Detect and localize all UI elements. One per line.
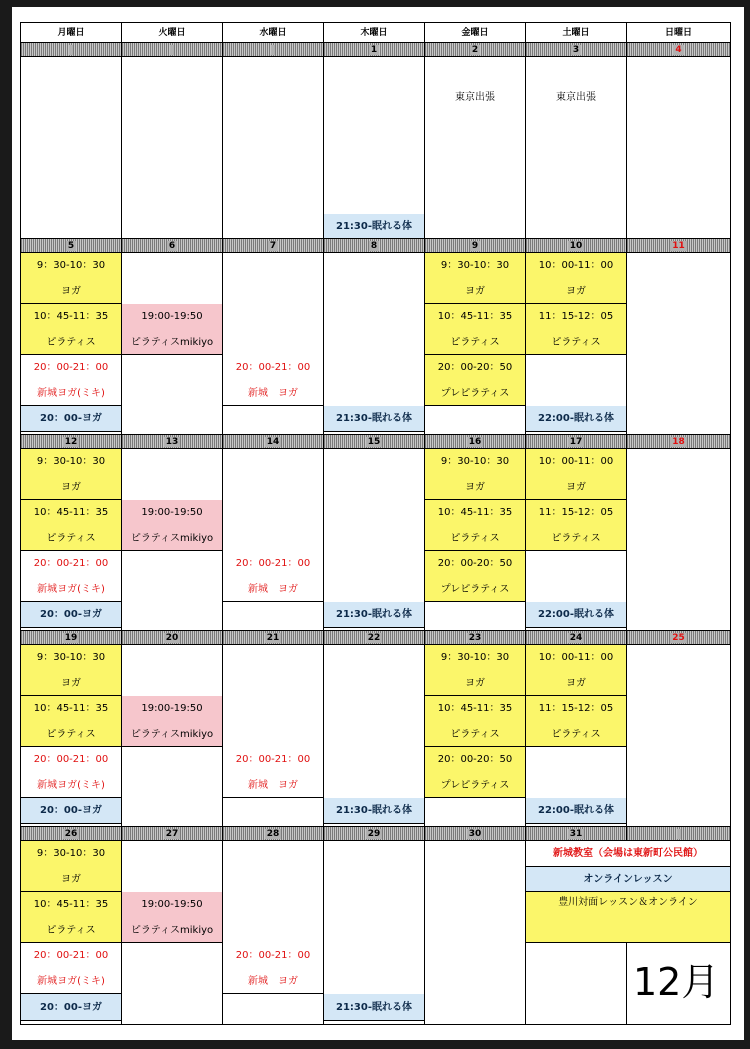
event-block[interactable]: [526, 449, 627, 500]
day-number-bar: [324, 827, 425, 841]
day-number: 15: [367, 437, 381, 447]
event-text: ピラティスmikiyo: [130, 532, 214, 544]
event-block[interactable]: [21, 406, 122, 432]
event-text: 19:00-19:50: [141, 311, 203, 322]
day-cell: [21, 57, 122, 239]
day-number: 10: [569, 241, 583, 251]
event-text: プレピラティス: [440, 583, 510, 595]
weekday-header-thursday: 木曜日: [324, 23, 425, 43]
day-number-bar: [324, 435, 425, 449]
day-number: 19: [64, 633, 78, 643]
day-cell: [324, 57, 425, 239]
day-number: 30: [468, 829, 482, 839]
event-text: ヨガ: [566, 481, 586, 493]
event-text: 20：00-ヨガ: [40, 1002, 102, 1013]
event-block[interactable]: [21, 602, 122, 628]
event-text: 9：30-10：30: [36, 848, 106, 859]
event-block[interactable]: [425, 304, 526, 355]
day-number: 2: [471, 45, 479, 55]
event-text: ピラティス: [46, 336, 96, 348]
event-block[interactable]: [122, 304, 223, 355]
event-text: プレピラティス: [440, 387, 510, 399]
event-block[interactable]: [526, 696, 627, 747]
event-text: ヨガ: [465, 677, 485, 689]
day-number: 29: [367, 829, 381, 839]
event-text: 10：00-11：00: [538, 260, 614, 271]
event-text: 10：45-11：35: [33, 311, 109, 322]
day-number-bar: [425, 827, 526, 841]
event-text: 21:30-眠れる体: [336, 221, 412, 232]
event-text: 20：00-21：00: [235, 362, 311, 373]
event-text: 20：00-21：00: [33, 754, 109, 765]
event-text: 10：45-11：35: [437, 507, 513, 518]
event-block[interactable]: [21, 994, 122, 1021]
event-block[interactable]: [324, 798, 425, 824]
event-text: 10：45-11：35: [33, 703, 109, 714]
event-text: 新城 ヨガ: [248, 583, 298, 595]
day-cell: [627, 449, 731, 631]
day-cell: [223, 253, 324, 435]
event-text: ピラティス: [46, 924, 96, 936]
day-number: 13: [165, 437, 179, 447]
event-block[interactable]: [425, 57, 526, 117]
month-label: 12月: [633, 960, 720, 1004]
event-text: ピラティス: [551, 336, 601, 348]
event-text: ピラティス: [450, 532, 500, 544]
day-number-bar: [223, 435, 324, 449]
event-block[interactable]: [21, 943, 122, 994]
day-number-bar: [425, 239, 526, 253]
event-text: 19:00-19:50: [141, 703, 203, 714]
day-cell: [223, 841, 324, 1025]
event-text: 22:00-眠れる体: [538, 805, 614, 816]
day-number-bar: [627, 43, 731, 57]
event-block[interactable]: [21, 449, 122, 500]
weekday-header-saturday: 土曜日: [526, 23, 627, 43]
event-text: 9：30-10：30: [440, 456, 510, 467]
event-text: 20：00-21：00: [235, 950, 311, 961]
event-block[interactable]: [526, 500, 627, 551]
event-text: 10：45-11：35: [33, 899, 109, 910]
event-text: 21:30-眠れる体: [336, 413, 412, 424]
event-block[interactable]: [223, 551, 324, 602]
event-text: 21:30-眠れる体: [336, 609, 412, 620]
event-text: ヨガ: [61, 677, 81, 689]
event-text: 20：00-20：50: [437, 362, 513, 373]
event-block[interactable]: [526, 798, 627, 824]
event-text: 10：45-11：35: [437, 703, 513, 714]
day-number-bar: [21, 43, 122, 57]
event-text: 新城ヨガ(ミキ): [37, 779, 105, 791]
weekday-header-monday: 月曜日: [21, 23, 122, 43]
event-block[interactable]: [21, 500, 122, 551]
day-number: 22: [367, 633, 381, 643]
day-number: 4: [675, 45, 682, 55]
weekday-header-friday: 金曜日: [425, 23, 526, 43]
day-number: [170, 45, 174, 55]
event-block[interactable]: [21, 747, 122, 798]
event-text: ピラティスmikiyo: [130, 924, 214, 936]
event-text: ピラティス: [551, 728, 601, 740]
day-cell: [425, 841, 526, 1025]
event-text: 11：15-12：05: [538, 311, 614, 322]
event-text: 9：30-10：30: [36, 456, 106, 467]
event-text: 19:00-19:50: [141, 899, 203, 910]
event-block[interactable]: [21, 798, 122, 824]
event-text: 20：00-21：00: [235, 558, 311, 569]
event-text: 新城 ヨガ: [248, 975, 298, 987]
event-text: 新城ヨガ(ミキ): [37, 975, 105, 987]
legend-online-lesson: オンラインレッスン: [526, 867, 731, 892]
event-block[interactable]: [425, 696, 526, 747]
event-text: 20：00-20：50: [437, 558, 513, 569]
weekday-header-wednesday: 水曜日: [223, 23, 324, 43]
day-number: 20: [165, 633, 179, 643]
event-block[interactable]: [122, 500, 223, 551]
day-cell: [223, 449, 324, 631]
day-number-bar: [627, 435, 731, 449]
event-text: 9：30-10：30: [36, 260, 106, 271]
event-text: 新城ヨガ(ミキ): [37, 583, 105, 595]
event-text: ピラティス: [46, 532, 96, 544]
event-text: 10：45-11：35: [437, 311, 513, 322]
event-block[interactable]: [526, 304, 627, 355]
day-number: 14: [266, 437, 280, 447]
event-text: 10：00-11：00: [538, 456, 614, 467]
day-number-bar: [223, 827, 324, 841]
event-text: 東京出張: [556, 92, 596, 103]
day-number-bar: [21, 435, 122, 449]
event-text: 22:00-眠れる体: [538, 609, 614, 620]
event-block[interactable]: [324, 602, 425, 628]
event-text: 20：00-ヨガ: [40, 609, 102, 620]
day-number: 7: [269, 241, 277, 251]
event-text: 22:00-眠れる体: [538, 413, 614, 424]
day-number-bar: [526, 631, 627, 645]
event-text: 20：00-ヨガ: [40, 805, 102, 816]
day-number-bar: [627, 631, 731, 645]
weekday-header-sunday: 日曜日: [627, 23, 731, 43]
event-block[interactable]: [21, 253, 122, 304]
day-number-bar: [627, 239, 731, 253]
day-cell: [627, 645, 731, 827]
day-cell: [223, 57, 324, 239]
day-number: [69, 45, 73, 55]
day-cell: [627, 253, 731, 435]
day-number: 27: [165, 829, 179, 839]
event-text: 11：15-12：05: [538, 507, 614, 518]
event-block[interactable]: [425, 645, 526, 696]
day-number-bar: [21, 631, 122, 645]
event-block[interactable]: [21, 645, 122, 696]
day-number-bar: [21, 239, 122, 253]
day-cell: [122, 57, 223, 239]
day-number: 25: [672, 633, 685, 643]
day-number-bar: [425, 435, 526, 449]
event-block[interactable]: [425, 747, 526, 798]
event-text: 20：00-21：00: [33, 362, 109, 373]
day-number-bar: [122, 827, 223, 841]
day-number-bar: [21, 827, 122, 841]
day-cell: [627, 57, 731, 239]
event-text: 21:30-眠れる体: [336, 805, 412, 816]
day-number-bar: [223, 43, 324, 57]
event-text: 20：00-20：50: [437, 754, 513, 765]
day-number-bar: [627, 827, 731, 841]
day-number-bar: [526, 239, 627, 253]
day-number-bar: [324, 43, 425, 57]
day-number: 17: [569, 437, 583, 447]
day-number-bar: [223, 631, 324, 645]
event-block[interactable]: [21, 355, 122, 406]
event-text: ヨガ: [465, 481, 485, 493]
day-number: 18: [672, 437, 685, 447]
day-number: 26: [64, 829, 78, 839]
event-text: ヨガ: [465, 285, 485, 297]
day-number-bar: [122, 435, 223, 449]
day-number: 5: [67, 241, 75, 251]
event-block[interactable]: [526, 645, 627, 696]
event-text: 新城 ヨガ: [248, 779, 298, 791]
event-text: 新城ヨガ(ミキ): [37, 387, 105, 399]
event-block[interactable]: [223, 943, 324, 994]
event-block[interactable]: [223, 747, 324, 798]
event-block[interactable]: [122, 892, 223, 943]
event-block[interactable]: [526, 253, 627, 304]
event-block[interactable]: [324, 994, 425, 1021]
event-text: ヨガ: [61, 481, 81, 493]
event-block[interactable]: [21, 551, 122, 602]
day-number: 1: [370, 45, 378, 55]
event-text: 20：00-21：00: [33, 558, 109, 569]
day-number-bar: [425, 43, 526, 57]
event-text: ヨガ: [566, 285, 586, 297]
event-block[interactable]: [526, 406, 627, 432]
day-number: 28: [266, 829, 280, 839]
day-number: 8: [370, 241, 378, 251]
event-text: ピラティス: [450, 336, 500, 348]
day-number-bar: [122, 43, 223, 57]
day-number: [271, 45, 275, 55]
event-block[interactable]: [526, 57, 627, 117]
event-text: 10：00-11：00: [538, 652, 614, 663]
event-text: ピラティスmikiyo: [130, 728, 214, 740]
event-text: ピラティス: [551, 532, 601, 544]
calendar-grid: [20, 22, 731, 1025]
event-text: ピラティスmikiyo: [130, 336, 214, 348]
day-cell: [223, 645, 324, 827]
event-text: ピラティス: [450, 728, 500, 740]
day-number-bar: [324, 631, 425, 645]
event-text: 9：30-10：30: [36, 652, 106, 663]
event-text: 9：30-10：30: [440, 260, 510, 271]
event-block[interactable]: [21, 696, 122, 747]
event-text: 20：00-21：00: [33, 950, 109, 961]
event-text: 21:30-眠れる体: [336, 1002, 412, 1013]
event-text: 10：45-11：35: [33, 507, 109, 518]
event-block[interactable]: [425, 449, 526, 500]
day-number: 24: [569, 633, 583, 643]
event-text: プレピラティス: [440, 779, 510, 791]
event-block[interactable]: [324, 406, 425, 432]
event-text: 20：00-21：00: [235, 754, 311, 765]
event-block[interactable]: [526, 602, 627, 628]
day-number-bar: [425, 631, 526, 645]
day-number: [677, 829, 681, 839]
event-text: 新城 ヨガ: [248, 387, 298, 399]
event-block[interactable]: [223, 355, 324, 406]
day-number-bar: [223, 239, 324, 253]
day-number: 12: [64, 437, 78, 447]
event-block[interactable]: [425, 500, 526, 551]
event-block[interactable]: [21, 304, 122, 355]
legend-toyokawa: 豊川対面レッスン＆オンライン: [526, 892, 731, 943]
event-text: 19:00-19:50: [141, 507, 203, 518]
legend-shinjo-class: 新城教室（会場は東新町公民館）: [526, 841, 731, 867]
day-number-bar: [526, 43, 627, 57]
event-block[interactable]: [324, 214, 425, 239]
day-number-bar: [526, 827, 627, 841]
event-block[interactable]: [21, 841, 122, 892]
event-block[interactable]: [21, 892, 122, 943]
event-block[interactable]: [425, 355, 526, 406]
day-number: 21: [266, 633, 280, 643]
event-block[interactable]: [425, 253, 526, 304]
event-text: ヨガ: [566, 677, 586, 689]
day-number: 9: [471, 241, 479, 251]
day-number: 23: [468, 633, 482, 643]
day-number: 3: [572, 45, 580, 55]
event-block[interactable]: [122, 696, 223, 747]
event-text: 11：15-12：05: [538, 703, 614, 714]
day-number: 11: [672, 241, 685, 251]
event-text: ピラティス: [46, 728, 96, 740]
day-number-bar: [122, 631, 223, 645]
event-text: ヨガ: [61, 873, 81, 885]
event-text: 20：00-ヨガ: [40, 413, 102, 424]
day-number-bar: [526, 435, 627, 449]
day-number-bar: [324, 239, 425, 253]
event-text: 9：30-10：30: [440, 652, 510, 663]
event-block[interactable]: [425, 551, 526, 602]
event-text: 東京出張: [455, 92, 495, 103]
event-text: ヨガ: [61, 285, 81, 297]
day-number: 31: [569, 829, 583, 839]
day-number-bar: [122, 239, 223, 253]
weekday-header-tuesday: 火曜日: [122, 23, 223, 43]
day-number: 6: [168, 241, 176, 251]
day-number: 16: [468, 437, 482, 447]
